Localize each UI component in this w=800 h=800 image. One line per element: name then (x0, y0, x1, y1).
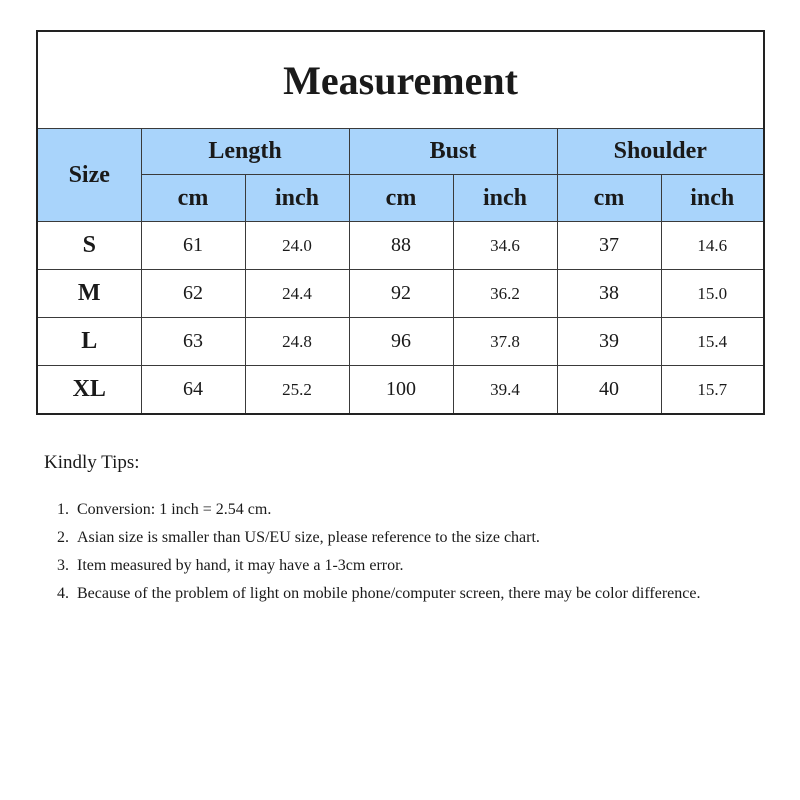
size-cell: L (37, 318, 141, 366)
length-cm-cell: 61 (141, 222, 245, 270)
shoulder-cm-cell: 38 (557, 270, 661, 318)
tip-item: 1. Conversion: 1 inch = 2.54 cm. (73, 496, 744, 524)
bust-inch-cell: 36.2 (453, 270, 557, 318)
length-inch-cell: 25.2 (245, 366, 349, 415)
size-cell: M (37, 270, 141, 318)
length-group-header: Length (141, 129, 349, 175)
shoulder-cm-cell: 40 (557, 366, 661, 415)
tips-list (44, 496, 744, 608)
bust-inch-cell: 37.8 (453, 318, 557, 366)
size-cell: XL (37, 366, 141, 415)
bust-cm-cell: 88 (349, 222, 453, 270)
shoulder-inch-cell: 15.4 (661, 318, 764, 366)
length-inch-cell: 24.0 (245, 222, 349, 270)
shoulder-cm-cell: 37 (557, 222, 661, 270)
bust-inch-cell: 39.4 (453, 366, 557, 415)
length-cm-header: cm (141, 175, 245, 222)
length-cm-cell: 62 (141, 270, 245, 318)
size-column-header: Size (37, 129, 141, 222)
length-cm-cell: 64 (141, 366, 245, 415)
length-inch-cell: 24.4 (245, 270, 349, 318)
table-row (37, 222, 764, 270)
tips-title: Kindly Tips: (44, 452, 140, 473)
shoulder-inch-cell: 15.7 (661, 366, 764, 415)
chart-title: Measurement (37, 31, 764, 129)
bust-cm-cell: 92 (349, 270, 453, 318)
shoulder-inch-cell: 14.6 (661, 222, 764, 270)
shoulder-inch-cell: 15.0 (661, 270, 764, 318)
bust-cm-header: cm (349, 175, 453, 222)
bust-inch-header: inch (453, 175, 557, 222)
size-cell: S (37, 222, 141, 270)
length-inch-cell: 24.8 (245, 318, 349, 366)
tip-item: 4. Because of the problem of light on mobile phone/computer screen, there may be color difference. (73, 580, 744, 608)
bust-cm-cell: 100 (349, 366, 453, 415)
kindly-tips-section (44, 452, 744, 608)
tip-item: 3. Item measured by hand, it may have a 1-3cm error. (73, 552, 744, 580)
bust-cm-cell: 96 (349, 318, 453, 366)
tip-item: 2. Asian size is smaller than US/EU size, please reference to the size chart. (73, 524, 744, 552)
table-row (37, 366, 764, 415)
table-row (37, 270, 764, 318)
bust-group-header: Bust (349, 129, 557, 175)
shoulder-cm-header: cm (557, 175, 661, 222)
table-row (37, 318, 764, 366)
length-cm-cell: 63 (141, 318, 245, 366)
shoulder-inch-header: inch (661, 175, 764, 222)
length-inch-header: inch (245, 175, 349, 222)
shoulder-group-header: Shoulder (557, 129, 764, 175)
bust-inch-cell: 34.6 (453, 222, 557, 270)
size-chart-table (36, 30, 765, 415)
shoulder-cm-cell: 39 (557, 318, 661, 366)
